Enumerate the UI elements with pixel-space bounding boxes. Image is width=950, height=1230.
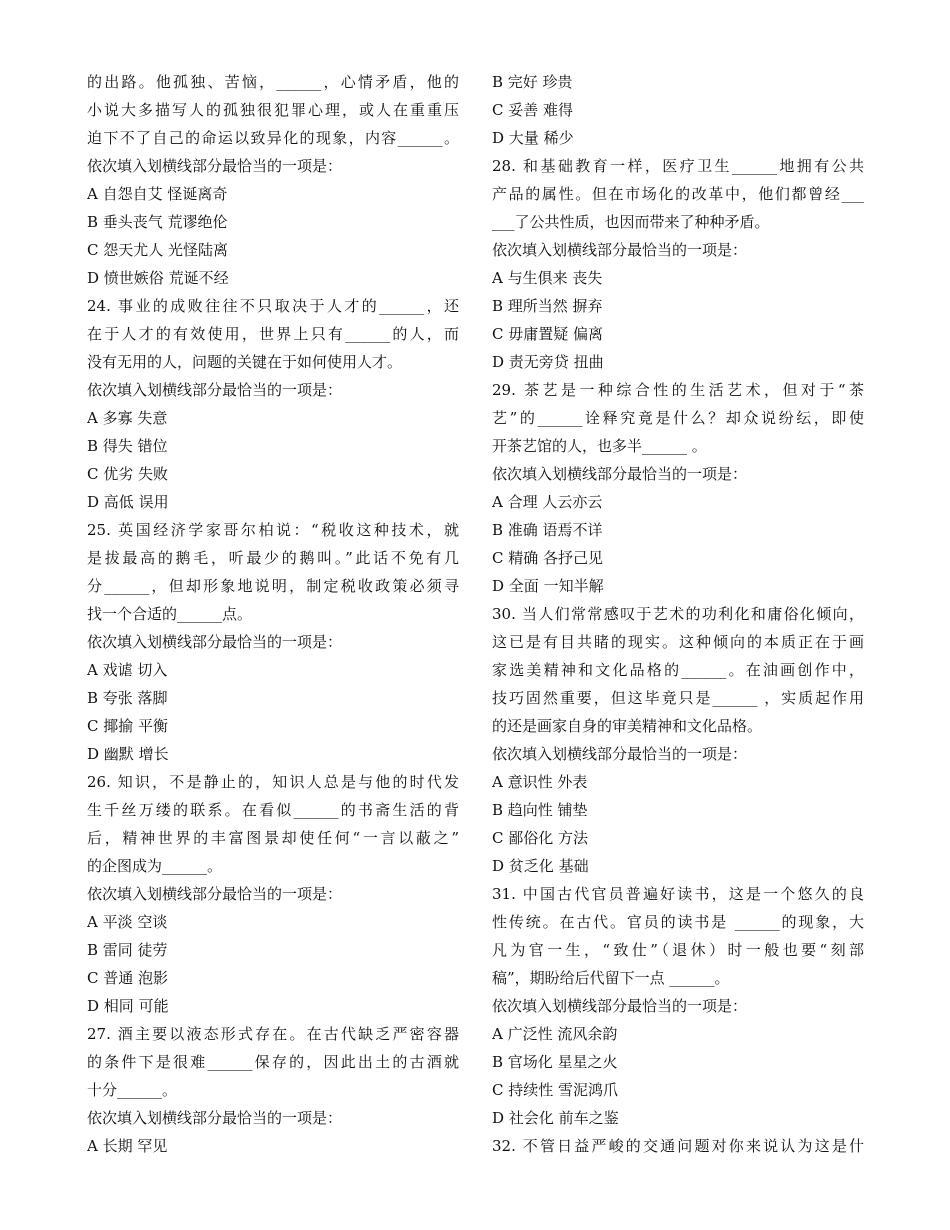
answer-option: A 戏谑 切入: [87, 661, 168, 679]
question-text-line: 25. 英国经济学家哥尔柏说：“税收这种技术，就: [87, 521, 459, 539]
question-text-line: 的还是画家自身的审美精神和文化品格。: [492, 717, 763, 735]
question-text-line: 这已是有目共睹的现实。这种倾向的本质正在于画: [492, 633, 864, 651]
answer-option: A 多寡 失意: [87, 409, 168, 427]
answer-option: C 优劣 失败: [87, 465, 169, 483]
answer-option: B 准确 语焉不详: [492, 521, 603, 539]
answer-option: B 官场化 星星之火: [492, 1053, 618, 1071]
answer-option: A 平淡 空谈: [87, 913, 168, 931]
question-text-line: ___了公共性质，也因而带来了种种矛盾。: [492, 213, 770, 231]
answer-option: D 全面 一知半解: [492, 577, 604, 595]
right-column: [492, 68, 864, 1160]
question-prompt: 依次填入划横线部分最恰当的一项是：: [87, 633, 343, 651]
question-text-line: 的企图成为______。: [87, 857, 223, 875]
question-text-line: 技巧固然重要，但这毕竟只是______ ，实质起作用: [492, 689, 864, 707]
answer-option: C 毋庸置疑 偏离: [492, 325, 604, 343]
question-text-line: 开茶艺馆的人，也多半______ 。: [492, 437, 707, 455]
question-text-line: 28. 和基础教育一样，医疗卫生______地拥有公共: [492, 157, 864, 175]
answer-option: C 精确 各抒己见: [492, 549, 604, 567]
answer-option: D 大量 稀少: [492, 129, 574, 147]
question-text-line: 产品的属性。但在市场化的改革中，他们都曾经___: [492, 185, 864, 203]
answer-option: C 怨天尤人 光怪陆离: [87, 241, 229, 259]
question-text-line: 找一个合适的______点。: [87, 605, 253, 623]
answer-option: C 持续性 雪泥鸿爪: [492, 1081, 619, 1099]
question-text-line: 艺”的______诠释究竟是什么？却众说纷纭，即使: [492, 409, 864, 427]
answer-option: B 夸张 落脚: [87, 689, 168, 707]
question-prompt: 依次填入划横线部分最恰当的一项是：: [87, 381, 343, 399]
question-prompt: 依次填入划横线部分最恰当的一项是：: [87, 157, 343, 175]
answer-option: A 广泛性 流风余韵: [492, 1025, 618, 1043]
answer-option: A 长期 罕见: [87, 1137, 168, 1155]
question-prompt: 依次填入划横线部分最恰当的一项是：: [492, 997, 748, 1015]
answer-option: D 责无旁贷 扭曲: [492, 353, 604, 371]
question-text-line: 十分______。: [87, 1081, 178, 1099]
answer-option: A 合理 人云亦云: [492, 493, 603, 511]
answer-option: B 雷同 徒劳: [87, 941, 168, 959]
answer-option: B 得失 错位: [87, 437, 168, 455]
answer-option: C 妥善 难得: [492, 101, 574, 119]
question-prompt: 依次填入划横线部分最恰当的一项是：: [492, 745, 748, 763]
answer-option: C 普通 泡影: [87, 969, 169, 987]
question-text-line: 26. 知识，不是静止的，知识人总是与他的时代发: [87, 773, 459, 791]
question-prompt: 依次填入划横线部分最恰当的一项是：: [87, 1109, 343, 1127]
answer-option: D 相同 可能: [87, 997, 169, 1015]
answer-option: D 高低 误用: [87, 493, 169, 511]
answer-option: D 愤世嫉俗 荒诞不经: [87, 269, 229, 287]
answer-option: A 自怨自艾 怪诞离奇: [87, 185, 228, 203]
question-text-line: 30. 当人们常常感叹于艺术的功利化和庸俗化倾向，: [492, 605, 864, 623]
answer-option: D 幽默 增长: [87, 745, 169, 763]
question-text-line: 29. 茶艺是一种综合性的生活艺术，但对于“茶: [492, 381, 864, 399]
answer-option: C 揶揄 平衡: [87, 717, 169, 735]
question-text-line: 是拔最高的鹅毛，听最少的鹅叫。”此话不免有几: [87, 549, 459, 567]
answer-option: B 趋向性 铺垫: [492, 801, 588, 819]
answer-option: C 鄙俗化 方法: [492, 829, 589, 847]
question-text-line: 在于人才的有效使用，世界上只有______的人，而: [87, 325, 459, 343]
question-text-line: 没有无用的人，问题的关键在于如何使用人才。: [87, 353, 403, 371]
question-text-line: 31. 中国古代官员普遍好读书，这是一个悠久的良: [492, 885, 864, 903]
question-text-line: 的条件下是很难______保存的，因此出土的古酒就: [87, 1053, 459, 1071]
answer-option: D 社会化 前车之鉴: [492, 1109, 619, 1127]
question-text-line: 24. 事业的成败往往不只取决于人才的______，还: [87, 297, 459, 315]
question-text-line: 生千丝万缕的联系。在看似______的书斋生活的背: [87, 801, 459, 819]
answer-option: A 意识性 外表: [492, 773, 588, 791]
answer-option: B 垂头丧气 荒谬绝伦: [87, 213, 228, 231]
question-prompt: 依次填入划横线部分最恰当的一项是：: [87, 885, 343, 903]
answer-option: A 与生俱来 丧失: [492, 269, 603, 287]
question-text-line: 的出路。他孤独、苦恼，______，心情矛盾，他的: [87, 73, 459, 91]
question-prompt: 依次填入划横线部分最恰当的一项是：: [492, 465, 748, 483]
question-text-line: 家选美精神和文化品格的______。在油画创作中，: [492, 661, 864, 679]
answer-option: D 贫乏化 基础: [492, 857, 589, 875]
question-text-line: 27. 酒主要以液态形式存在。在古代缺乏严密容器: [87, 1025, 459, 1043]
question-text-line: 性传统。在古代。官员的读书是 ______的现象，大: [492, 913, 864, 931]
question-text-line: 分______，但却形象地说明，制定税收政策必须寻: [87, 577, 459, 595]
answer-option: B 理所当然 摒弃: [492, 297, 603, 315]
question-text-line: 稿”，期盼给后代留下一点 ______。: [492, 969, 730, 987]
question-prompt: 依次填入划横线部分最恰当的一项是：: [492, 241, 748, 259]
question-text-line: 凡为官一生，“致仕”（退休）时一般也要“刻部: [492, 941, 864, 959]
question-text-line: 迫下不了自己的命运以致异化的现象，内容______。: [87, 129, 459, 147]
question-text-line: 后，精神世界的丰富图景却使任何“一言以蔽之”: [87, 829, 459, 847]
answer-option: B 完好 珍贵: [492, 73, 573, 91]
question-text-line: 小说大多描写人的孤独很犯罪心理，或人在重重压: [87, 101, 459, 119]
left-column: [87, 68, 459, 1160]
question-text-line: 32. 不管日益严峻的交通问题对你来说认为这是什: [492, 1137, 864, 1155]
